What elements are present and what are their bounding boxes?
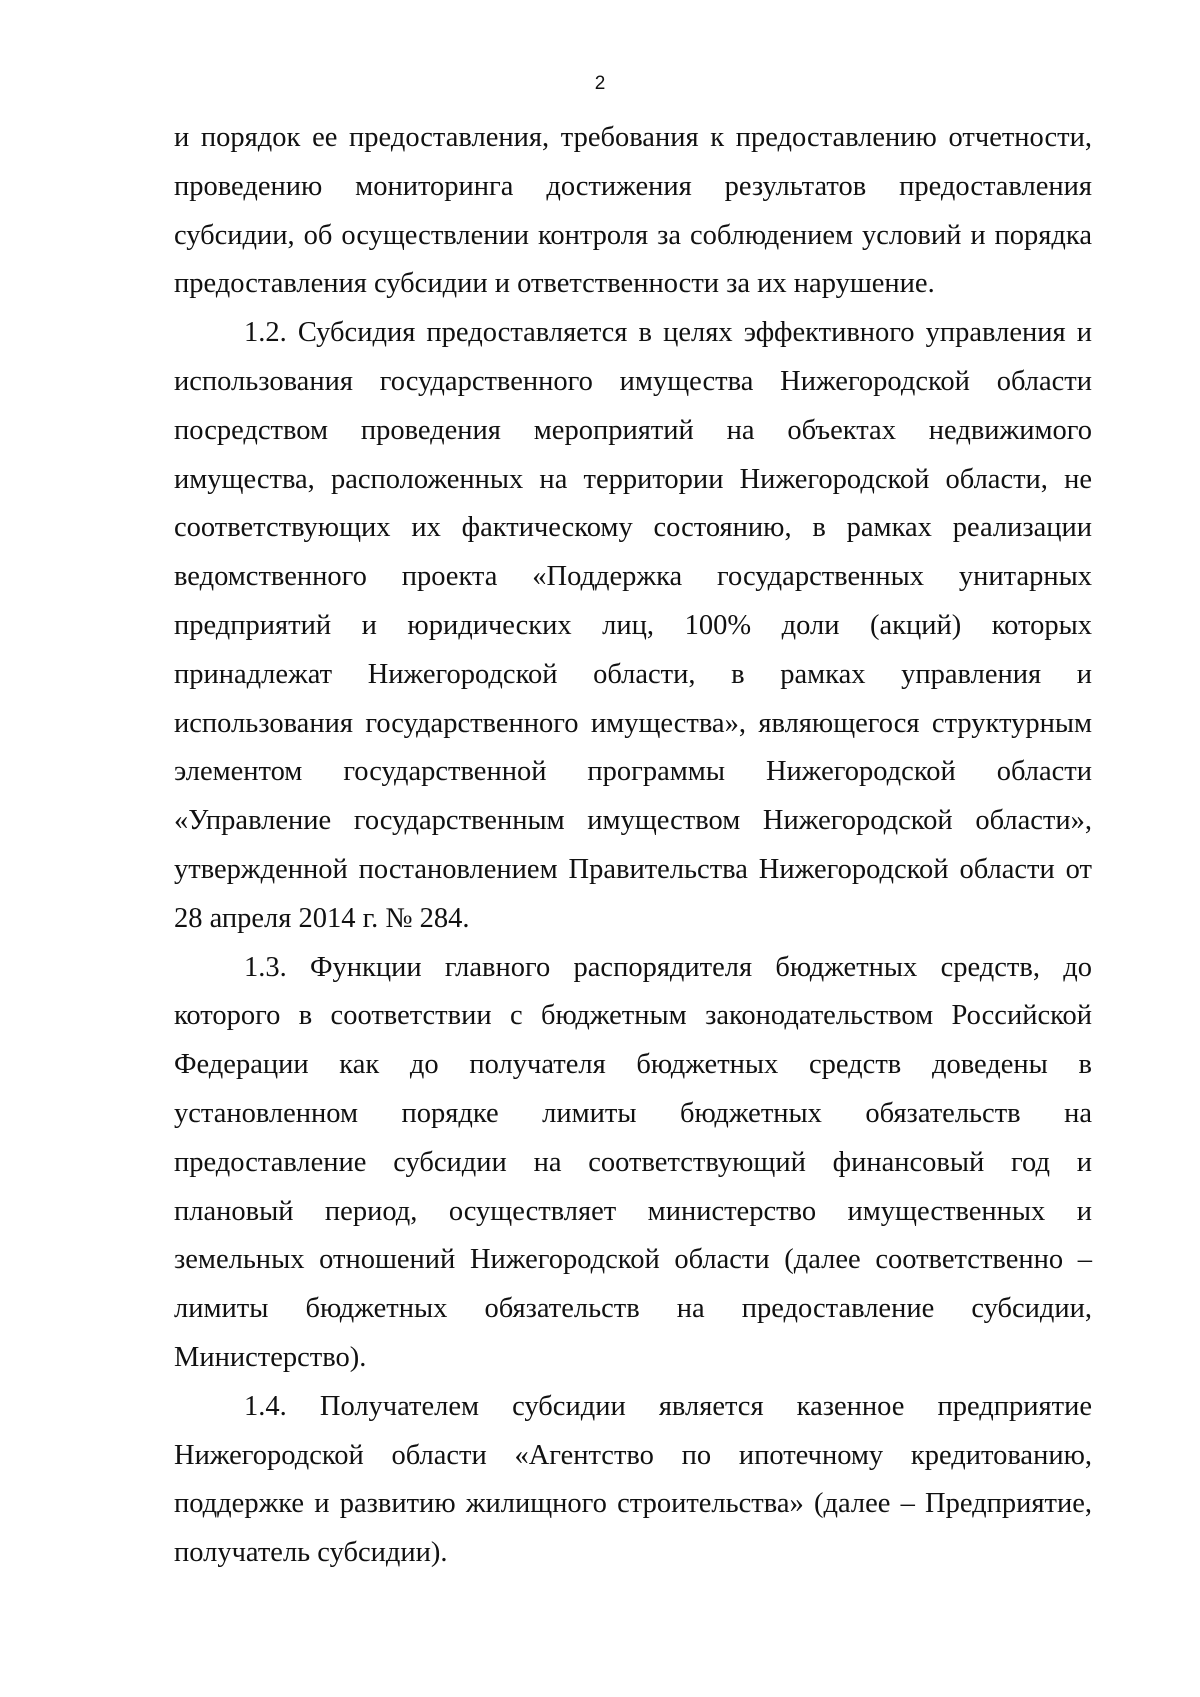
page-number: 2 [594,73,606,94]
paragraph-clause-1-3: 1.3. Функции главного распорядителя бюджетных средств, до которого в соответствии с бюджетным законодательством Российской Федерации как до получателя бюджетных средств доведены в установленном порядке лимиты бюджетных обязательств на предоставление субсидии на соответствующий финансовый год и плановый период, осуществляет министерство имущественных и земельных отношений Нижегородской области (далее соответственно – лимиты бюджетных обязательств на предоставление субсидии, Министерство). [174,951,1092,1373]
document-body [174,114,1092,1578]
paragraph-clause-1-2: 1.2. Субсидия предоставляется в целях эффективного управления и использования государственного имущества Нижегородской области посредством проведения мероприятий на объектах недвижимого имущества, расположенных на территории Нижегородской области, не соответствующих их фактическому состоянию, в рамках реализации ведомственного проекта «Поддержка государственных унитарных предприятий и юридических лиц, 100% доли (акций) которых принадлежат Нижегородской области, в рамках управления и использования государственного имущества», являющегося структурным элементом государственной программы Нижегородской области «Управление государственным имуществом Нижегородской области», утвержденной постановлением Правительства Нижегородской области от 28 апреля 2014 г. № 284. [174,317,1092,934]
paragraph-continuation: и порядок ее предоставления, требования к предоставлению отчетности, проведению мониторинга достижения результатов предоставления субсидии, об осуществлении контроля за соблюдением условий и порядка предоставления субсидии и ответственности за их нарушение. [174,122,1092,300]
paragraph-clause-1-4: 1.4. Получателем субсидии является казенное предприятие Нижегородской области «Агентство по ипотечному кредитованию, поддержке и развитию жилищного строительства» (далее – Предприятие, получатель субсидии). [174,1390,1092,1569]
